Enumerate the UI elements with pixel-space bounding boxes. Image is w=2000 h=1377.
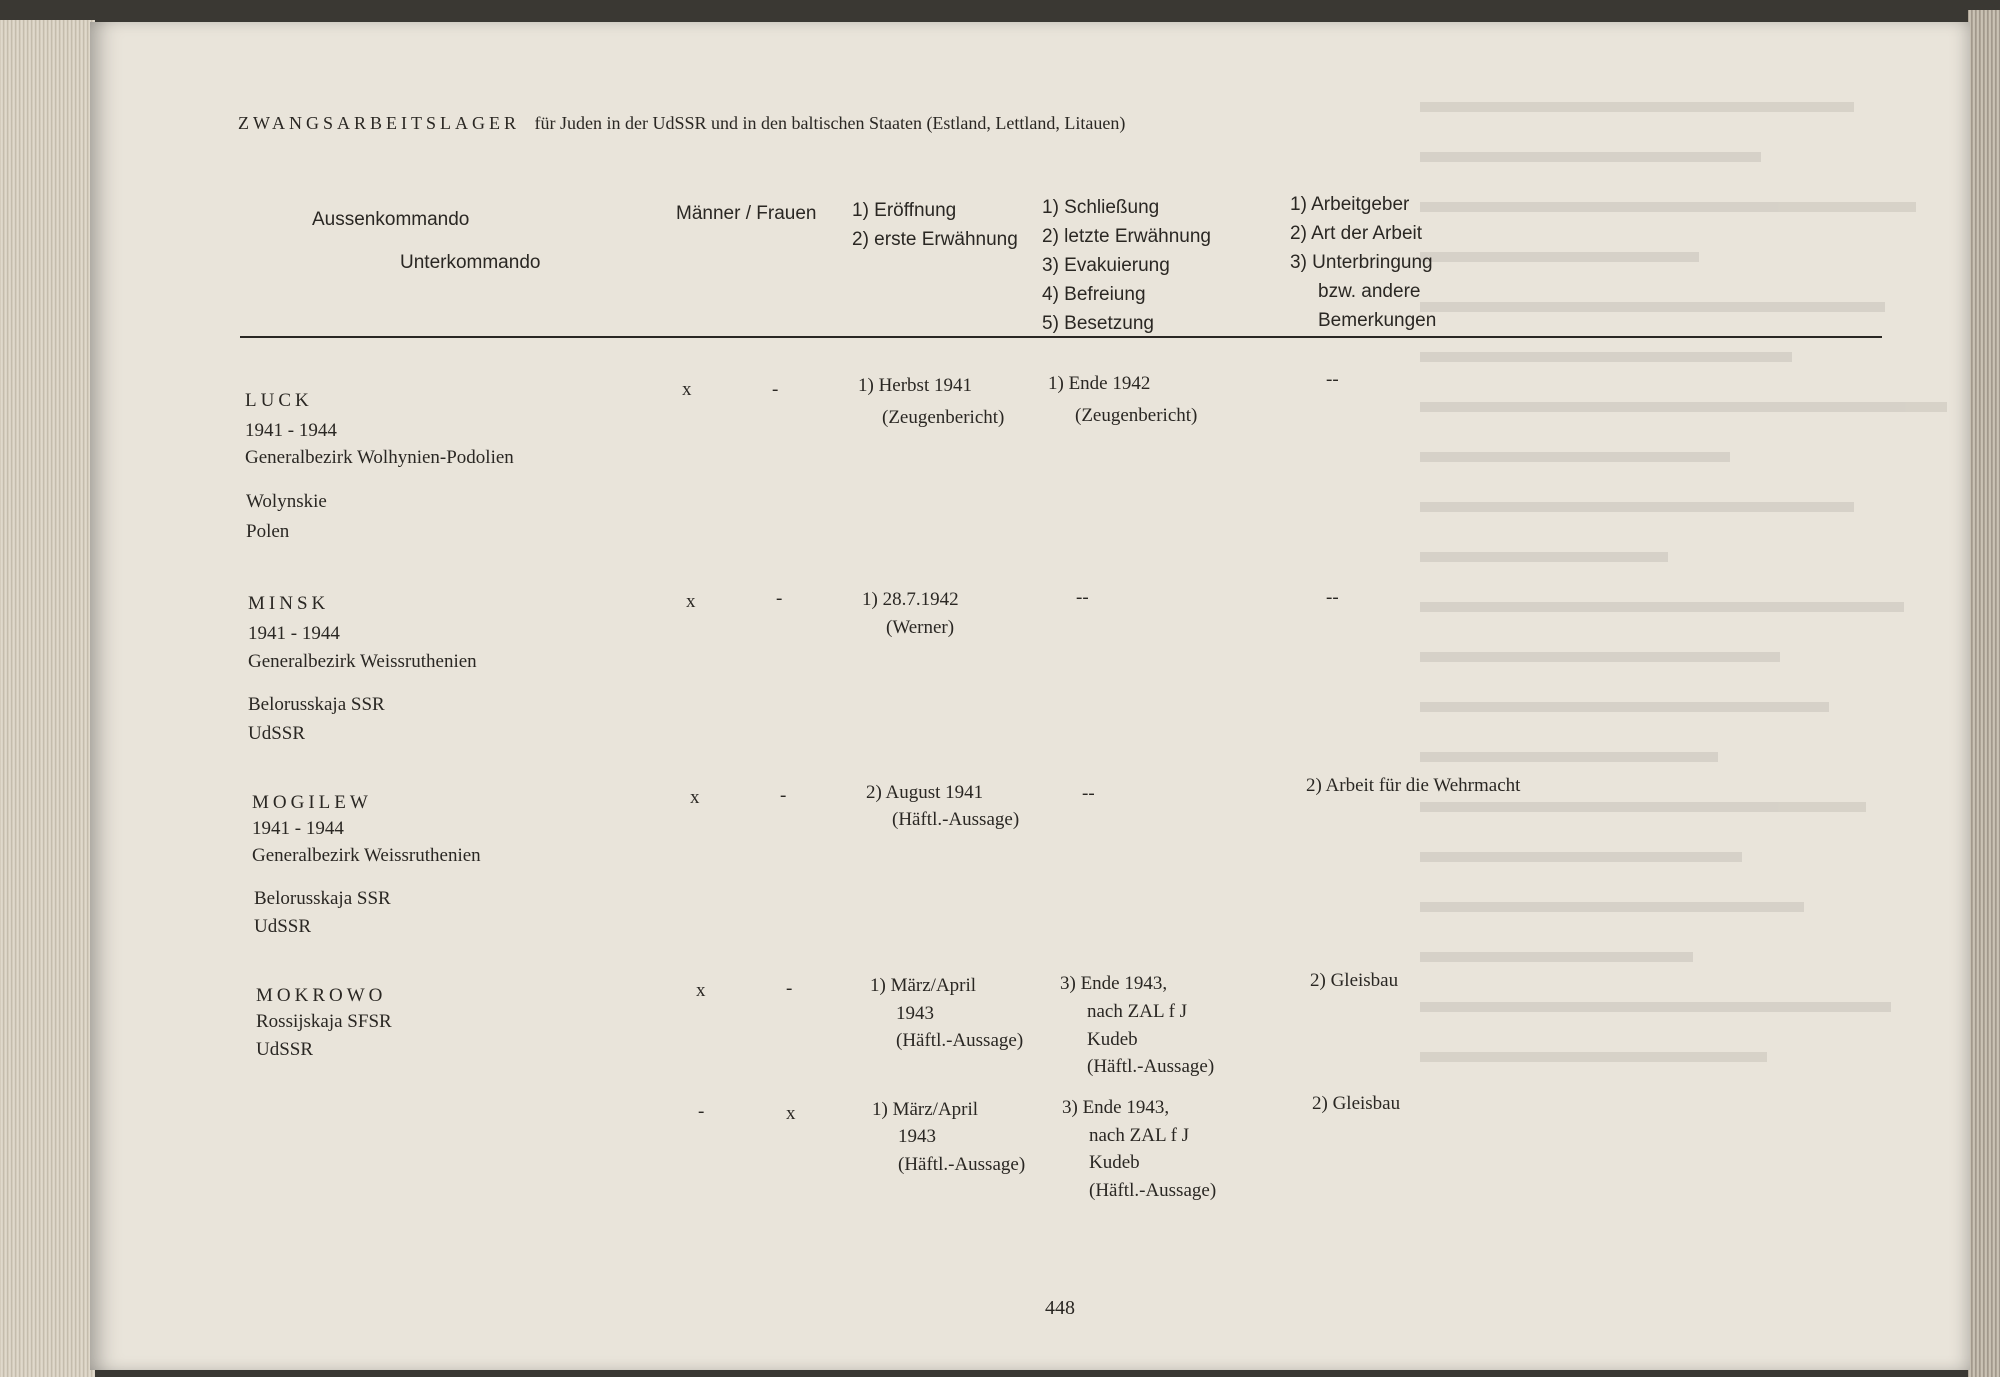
header-evakuierung: 3) Evakuierung <box>1042 255 1170 276</box>
header-aussenkommando: Aussenkommando <box>312 209 470 230</box>
entry-line: UdSSR <box>254 916 312 937</box>
page-number: 448 <box>1045 1297 1075 1319</box>
opening-line: (Werner) <box>886 617 955 638</box>
men-mark: x <box>682 379 692 400</box>
header-besetzung: 5) Besetzung <box>1042 313 1154 334</box>
entry-name-luck: LUCK <box>245 390 313 411</box>
entry-name-mogilew: MOGILEW <box>252 792 372 813</box>
closing-line: Kudeb <box>1089 1152 1140 1173</box>
opening-line: (Häftl.-Aussage) <box>896 1030 1024 1051</box>
entry-line: Generalbezirk Weissruthenien <box>252 845 481 866</box>
entry-line: Belorusskaja SSR <box>254 888 391 909</box>
closing-line: 3) Ende 1943, <box>1060 973 1168 994</box>
entry-line: Rossijskaja SFSR <box>256 1011 392 1032</box>
entry-line: 1941 - 1944 <box>248 623 340 644</box>
opening-line: 1) März/April <box>872 1099 979 1120</box>
remarks-line: -- <box>1326 587 1339 608</box>
title-main: ZWANGSARBEITSLAGER <box>238 113 520 133</box>
header-rule <box>240 336 1882 338</box>
entry-name-minsk: MINSK <box>248 593 330 614</box>
remarks-line: 2) Arbeit für die Wehrmacht <box>1306 775 1521 796</box>
header-letzte-erwaehnung: 2) letzte Erwähnung <box>1042 226 1211 247</box>
closing-line: (Zeugenbericht) <box>1075 405 1198 426</box>
entry-line: UdSSR <box>248 723 306 744</box>
opening-line: 1943 <box>896 1003 934 1024</box>
men-mark: x <box>696 980 706 1001</box>
women-mark: - <box>786 978 793 999</box>
women-mark: - <box>772 379 779 400</box>
entry-line: Polen <box>246 521 290 542</box>
closing-line: nach ZAL f J <box>1087 1001 1188 1022</box>
entry-line: Generalbezirk Wolhynien-Podolien <box>245 447 514 468</box>
header-bemerkungen: Bemerkungen <box>1318 310 1437 331</box>
opening-line: (Häftl.-Aussage) <box>892 809 1020 830</box>
header-unterkommando: Unterkommando <box>400 252 541 273</box>
men-mark: x <box>686 591 696 612</box>
title-rest: für Juden in der UdSSR und in den baltischen Staaten (Estland, Lettland, Litauen) <box>534 113 1126 133</box>
entry-line: Belorusskaja SSR <box>248 694 385 715</box>
women-mark: - <box>780 785 787 806</box>
closing-line: -- <box>1076 587 1089 608</box>
page-title <box>238 114 1125 132</box>
entry-line: Wolynskie <box>246 491 327 512</box>
opening-line: 1) März/April <box>870 975 977 996</box>
header-maenner-frauen: Männer / Frauen <box>676 203 817 224</box>
closing-line: nach ZAL f J <box>1089 1125 1190 1146</box>
remarks-line: 2) Gleisbau <box>1310 970 1399 991</box>
header-erste-erwaehnung: 2) erste Erwähnung <box>852 229 1018 250</box>
opening-line: 1) 28.7.1942 <box>862 589 959 610</box>
women-mark: - <box>776 588 783 609</box>
entry-line: Generalbezirk Weissruthenien <box>248 651 477 672</box>
opening-line: (Häftl.-Aussage) <box>898 1154 1026 1175</box>
men-mark: - <box>698 1101 705 1122</box>
opening-line: 1) Herbst 1941 <box>858 375 972 396</box>
header-arbeitgeber: 1) Arbeitgeber <box>1290 194 1410 215</box>
closing-line: Kudeb <box>1087 1029 1138 1050</box>
men-mark: x <box>690 787 700 808</box>
page-stack-left <box>0 20 95 1377</box>
opening-line: 2) August 1941 <box>866 782 984 803</box>
closing-line: (Häftl.-Aussage) <box>1087 1056 1215 1077</box>
header-art-der-arbeit: 2) Art der Arbeit <box>1290 223 1423 244</box>
closing-line: 1) Ende 1942 <box>1048 373 1151 394</box>
closing-line: -- <box>1082 783 1095 804</box>
entry-name-mokrowo: MOKROWO <box>256 985 387 1006</box>
closing-line: 3) Ende 1943, <box>1062 1097 1170 1118</box>
remarks-line: 2) Gleisbau <box>1312 1093 1401 1114</box>
header-bzw-andere: bzw. andere <box>1318 281 1421 302</box>
women-mark: x <box>786 1103 796 1124</box>
header-schliessung: 1) Schließung <box>1042 197 1160 218</box>
entry-line: UdSSR <box>256 1039 314 1060</box>
opening-line: (Zeugenbericht) <box>882 407 1005 428</box>
header-befreiung: 4) Befreiung <box>1042 284 1146 305</box>
closing-line: (Häftl.-Aussage) <box>1089 1180 1217 1201</box>
bleed-through-text <box>1360 102 1980 1302</box>
remarks-line: -- <box>1326 369 1339 390</box>
entry-line: 1941 - 1944 <box>245 420 337 441</box>
opening-line: 1943 <box>898 1126 936 1147</box>
header-eroeffnung: 1) Eröffnung <box>852 200 957 221</box>
header-unterbringung: 3) Unterbringung <box>1290 252 1433 273</box>
entry-line: 1941 - 1944 <box>252 818 344 839</box>
